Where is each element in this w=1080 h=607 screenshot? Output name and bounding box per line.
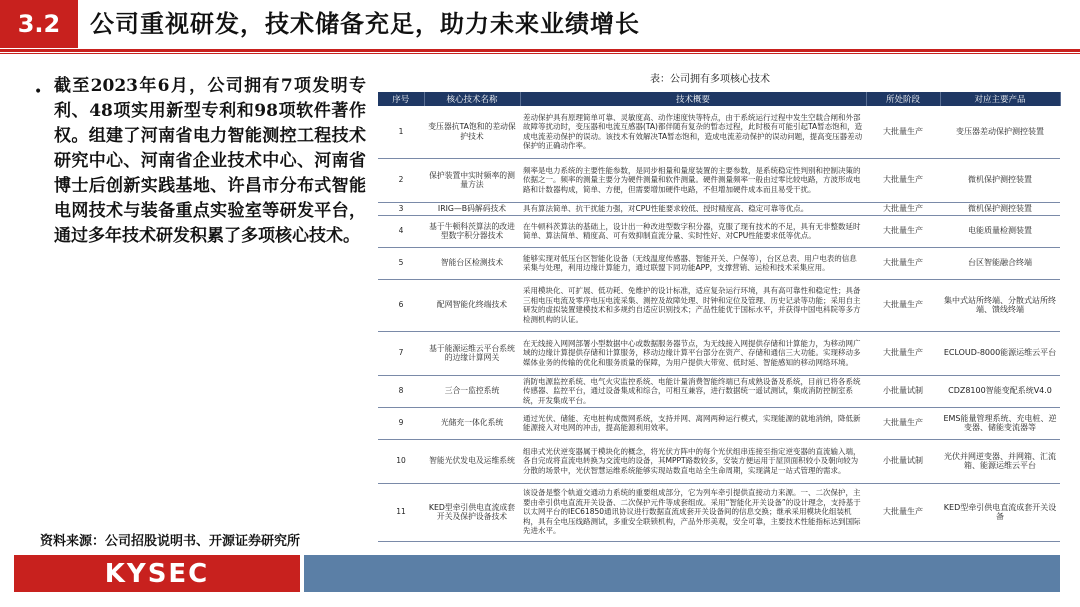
row-product: 集中式站所终端、分散式站所终端、馈线终端	[940, 279, 1060, 331]
header-divider	[0, 49, 1080, 52]
slide-title: 公司重视研发，技术储备充足，助力未来业绩增长	[90, 9, 640, 38]
table-row	[378, 407, 1060, 439]
row-tech-name: 保护装置中实时频率的测量方法	[424, 158, 520, 202]
row-product: 光伏并网逆变器、并网箱、汇流箱、能源运维云平台	[940, 439, 1060, 483]
row-product: 变压器差动保护测控装置	[940, 106, 1060, 158]
row-product: 电能质量检测装置	[940, 215, 1060, 247]
row-summary: 差动保护具有原理简单可靠、灵敏度高、动作速度快等特点，由于系统运行过程中发生空载合闸和外部故障等扰动时，变压器和电流互感器(TA)都伴随有复杂的暂态过程，此时极有可能引起TA暂态饱和，造成电流差动保护的误动。该技术有效解决TA暂态饱和，造成电流差动保护的误动问题，提高变压器差动保护的正确动作率。	[520, 106, 866, 158]
row-tech-name: 配网智能化终端技术	[424, 279, 520, 331]
row-stage: 大批量生产	[866, 202, 940, 215]
core-tech-table-container	[378, 92, 1060, 542]
row-tech-name: 三合一监控系统	[424, 375, 520, 407]
row-stage: 大批量生产	[866, 247, 940, 279]
row-product: EMS能量管理系统、充电桩、逆变器、储能变流器等	[940, 407, 1060, 439]
row-no: 1	[378, 106, 424, 158]
table-row	[378, 483, 1060, 541]
header-no: 序号	[378, 92, 424, 106]
row-stage: 大批量生产	[866, 215, 940, 247]
row-summary: 在无线接入网网部署小型数据中心或数据服务器节点，为无线接入网提供存储和计算能力，为移动网广域的边缘计算提供存储和计算服务，移动边缘计算平台部分在资产、存储和通信三大功能。实现移动多媒体业务的传输的优化和服务质量的保障，为用户提供大带宽、低时延、智能感知的移动网络环境。	[520, 331, 866, 375]
table-row	[378, 439, 1060, 483]
header-stage: 所处阶段	[866, 92, 940, 106]
row-tech-name: 基于牛顿科茨算法的改进型数字积分器技术	[424, 215, 520, 247]
header-product: 对应主要产品	[940, 92, 1060, 106]
row-no: 5	[378, 247, 424, 279]
row-product: 微机保护测控装置	[940, 158, 1060, 202]
row-stage: 小批量试制	[866, 439, 940, 483]
section-number-badge: 3.2	[0, 0, 78, 48]
core-tech-table	[378, 92, 1061, 542]
row-summary: 能够实现对低压台区智能化设备（无线温度传感器、智能开关、户保等），台区总表、用户电表的信息采集与处理，利用边缘计算能力，通过联盟下同功能APP，支撑营销、运检和技术采集应用。	[520, 247, 866, 279]
row-product: CDZ8100智能变配系统V4.0	[940, 375, 1060, 407]
row-summary: 频率是电力系统的主要性能参数，是同步相量和量度装置的主要参数，是系统稳定性判别和控制决策的依据之一。频率的测量主要分为硬件测量和软件测量。硬件测量频率一般由过零比较电路，方波形成电路和计数器构成，简单、方便，但需要增加硬件电路，不但增加硬件成本而且易受干扰。	[520, 158, 866, 202]
table-row	[378, 215, 1060, 247]
table-row	[378, 158, 1060, 202]
row-no: 10	[378, 439, 424, 483]
row-no: 7	[378, 331, 424, 375]
row-summary: 该设备是整个轨道交通动力系统的重要组成部分，它为列车牵引提供直接动力来源。一、二次保护，主要由牵引供电直流开关设备、二次保护元件等成套组成。采用“智能化开关设备”的设计理念，支持基于以太网平台的IEC61850通讯协议进行数据直流成套开关设备间的信息交换；继承采用模块化组装机构，具有全电压线路测试，多重安全联锁机构，产品外形美观，安全可靠，主要技术性能指标达到国际先进水平。	[520, 483, 866, 541]
table-row	[378, 375, 1060, 407]
row-product: 台区智能融合终端	[940, 247, 1060, 279]
row-product: ECLOUD-8000能源运维云平台	[940, 331, 1060, 375]
row-summary: 消防电源监控系统、电气火灾监控系统、电能计量消费智能终端已有成熟设备及系统，目前已将各系统传感器、监控平台，通过设备集成和综合，可相互兼容，进行数据统一遥试测试，集成消防控制室系统，开发集成平台。	[520, 375, 866, 407]
table-header-row	[378, 92, 1060, 106]
bullet-icon: •	[34, 84, 43, 100]
row-summary: 具有算法简单、抗干扰能力强，对CPU性能要求较低、授时精度高、稳定可靠等优点。	[520, 202, 866, 215]
row-tech-name: KED型牵引供电直流成套开关及保护设备技术	[424, 483, 520, 541]
row-stage: 小批量试制	[866, 375, 940, 407]
row-no: 8	[378, 375, 424, 407]
row-tech-name: 基于能源运维云平台系统的边缘计算网关	[424, 331, 520, 375]
row-stage: 大批量生产	[866, 106, 940, 158]
row-no: 9	[378, 407, 424, 439]
row-stage: 大批量生产	[866, 407, 940, 439]
row-stage: 大批量生产	[866, 483, 940, 541]
row-tech-name: 智能光伏发电及运维系统	[424, 439, 520, 483]
table-row	[378, 106, 1060, 158]
row-product: KED型牵引供电直流成套开关设备	[940, 483, 1060, 541]
kysec-logo: KYSEC	[14, 555, 300, 592]
row-stage: 大批量生产	[866, 158, 940, 202]
row-no: 3	[378, 202, 424, 215]
header-name: 核心技术名称	[424, 92, 520, 106]
row-stage: 大批量生产	[866, 279, 940, 331]
table-row	[378, 331, 1060, 375]
row-product: 微机保护测控装置	[940, 202, 1060, 215]
row-summary: 采用模块化、可扩展、低功耗、免维护的设计标准，适应复杂运行环境，具有高可靠性和稳定性；具备三相电压电流及零序电压电流采集、测控及故障处理、时钟和定位及管理、历史记录等功能；采用自主研发的虚拟装置建模技术和多规约自适应识别技术；产品性能优于国标水平，并获得中国电科院等多方检测机构的认证。	[520, 279, 866, 331]
row-no: 6	[378, 279, 424, 331]
row-summary: 通过光伏、储能、充电桩构成微网系统，支持并网、离网两种运行模式，实现能源的就地消纳，降低新能源接入对电网的冲击，提高能源利用效率。	[520, 407, 866, 439]
row-tech-name: 光储充一体化系统	[424, 407, 520, 439]
row-stage: 大批量生产	[866, 331, 940, 375]
table-caption: 表：公司拥有多项核心技术	[650, 74, 770, 85]
header-summary: 技术概要	[520, 92, 866, 106]
row-no: 4	[378, 215, 424, 247]
row-tech-name: 变压器抗TA饱和的差动保护技术	[424, 106, 520, 158]
table-row	[378, 279, 1060, 331]
source-note: 资料来源：公司招股说明书、开源证券研究所	[40, 534, 301, 549]
row-tech-name: 智能台区检测技术	[424, 247, 520, 279]
row-summary: 组串式光伏逆变器属于模块化的概念，将光伏方阵中的每个光伏组串连接至指定逆变器的直流输入端，各自完成将直流电转换为交流电的设备，其MPPT路数较多，安装方便运用于屋顶面积较小及朝向较为分散的场景中，光伏智慧运维系统能够实现站数直电站全生命周期，实现满足一站式管理的需求。	[520, 439, 866, 483]
body-paragraph: 截至2023年6月，公司拥有7项发明专利、48项实用新型专利和98项软件著作权。组建了河南省电力智能测控工程技术研究中心、河南省企业技术中心、河南省博士后创新实践基地、许昌市分布式智能电网技术与装备重点实验室等研发平台，通过多年技术研发积累了多项核心技术。	[54, 76, 366, 246]
header-divider-thin	[0, 53, 1080, 54]
footer-bar	[304, 555, 1060, 592]
row-no: 2	[378, 158, 424, 202]
row-tech-name: IRIG—B码解码技术	[424, 202, 520, 215]
row-no: 11	[378, 483, 424, 541]
table-row	[378, 247, 1060, 279]
row-summary: 在牛顿科茨算法的基础上，设计出一种改进型数字积分器，克服了现有技术的不足，具有无非整数延时简单、算法简单、精度高、可有效抑制直流分量、实时性好、对CPU性能要求低等优点。	[520, 215, 866, 247]
table-row	[378, 202, 1060, 215]
